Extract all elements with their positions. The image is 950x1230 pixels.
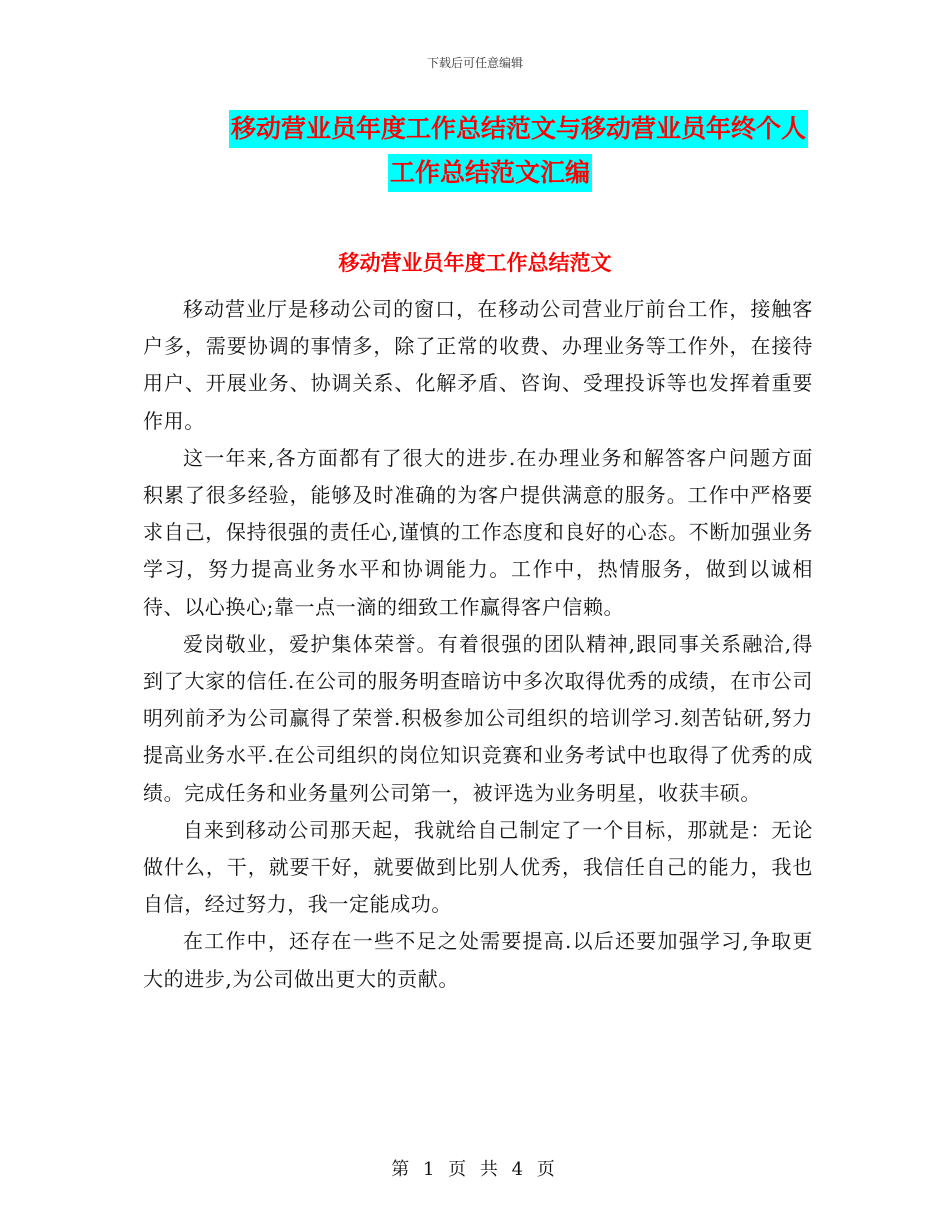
paragraph: 爱岗敬业，爱护集体荣誉。有着很强的团队精神,跟同事关系融洽,得到了大家的信任.在公司的服务明查暗访中多次取得优秀的成绩，在市公司明列前矛为公司赢得了荣誉.积极参加公司组织的培训学习.刻苦钻研,努力提高业务水平.在公司组织的岗位知识竞赛和业务考试中也取得了优秀的成绩。完成任务和业务量列公司第一，被评选为业务明星，收获丰硕。 bbox=[143, 631, 813, 805]
title-line-1: 移动营业员年度工作总结范文与移动营业员年终个人 bbox=[229, 110, 808, 148]
paragraph: 移动营业厅是移动公司的窗口，在移动公司营业厅前台工作，接触客户多，需要协调的事情多，除了正常的收费、办理业务等工作外，在接待用户、开展业务、协调关系、化解矛盾、咨询、受理投诉等也发挥着重要作用。 bbox=[143, 297, 813, 433]
title-line-2: 工作总结范文汇编 bbox=[388, 154, 592, 192]
section-heading: 移动营业员年度工作总结范文 bbox=[338, 251, 612, 275]
header-note: 下载后可任意编辑 bbox=[426, 56, 523, 70]
paragraph: 自来到移动公司那天起，我就给自己制定了一个目标，那就是：无论做什么，干，就要干好，就要做到比别人优秀，我信任自己的能力，我也自信，经过努力，我一定能成功。 bbox=[143, 817, 813, 917]
paragraph: 在工作中，还存在一些不足之处需要提高.以后还要加强学习,争取更大的进步,为公司做出更大的贡献。 bbox=[143, 929, 813, 991]
document-title bbox=[140, 110, 840, 192]
paragraph: 这一年来,各方面都有了很大的进步.在办理业务和解答客户问题方面积累了很多经验，能够及时准确的为客户提供满意的服务。工作中严格要求自己，保持很强的责任心,谨慎的工作态度和良好的心态。不断加强业务学习，努力提高业务水平和协调能力。工作中，热情服务，做到以诚相待、以心换心;靠一点一滴的细致工作赢得客户信赖。 bbox=[143, 445, 813, 619]
body-text bbox=[143, 291, 813, 998]
page-footer: 第 1 页 共 4 页 bbox=[391, 1159, 559, 1180]
